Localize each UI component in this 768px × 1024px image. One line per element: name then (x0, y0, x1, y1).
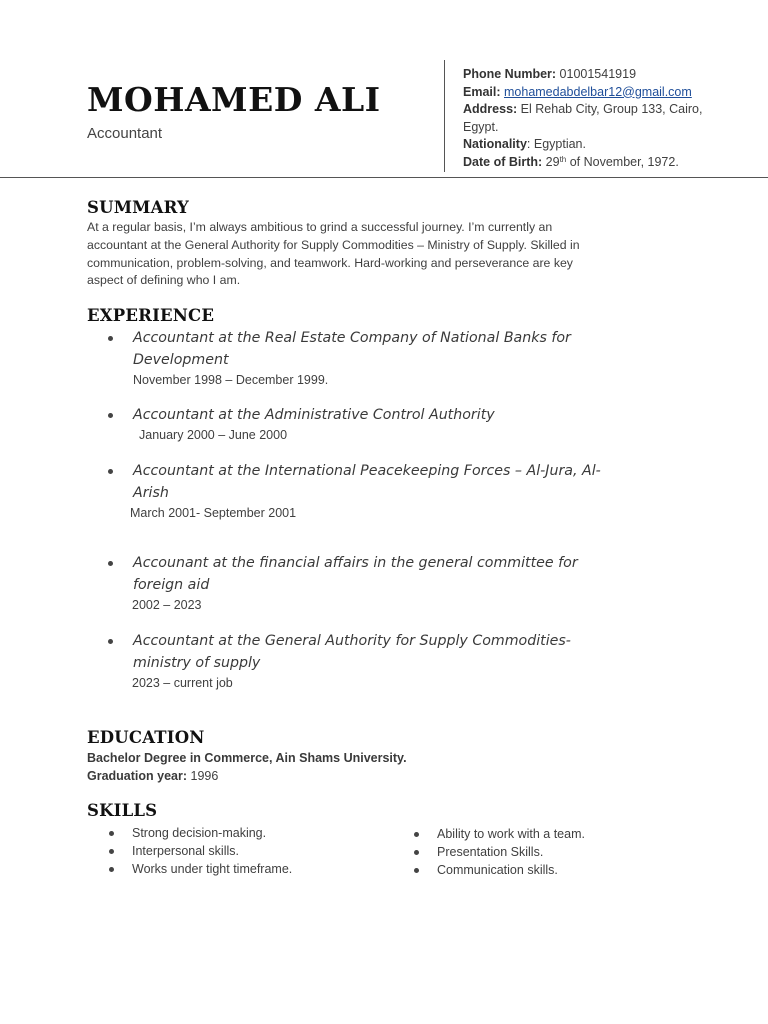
education-block (87, 750, 407, 785)
skill-text: Presentation Skills. (437, 845, 544, 859)
nationality-label: Nationality (463, 137, 527, 151)
skill-item (109, 860, 292, 878)
job-date: January 2000 – June 2000 (139, 428, 288, 442)
experience-item (108, 327, 608, 387)
graduation-year: 1996 (190, 768, 219, 783)
skills-list-left (109, 824, 292, 878)
contact-nationality (463, 136, 718, 154)
graduation-label: Graduation year: (87, 768, 188, 783)
job-title: Accountant at the International Peacekeeping Forces – Al-Jura, Al-Arish (133, 463, 601, 501)
bullet-icon (414, 832, 419, 837)
address-label: Address: (463, 102, 518, 116)
header-rule (0, 177, 768, 178)
dob-suffix: th (559, 154, 567, 164)
job-title: Accountant at the Administrative Control Authority (133, 407, 495, 423)
bullet-icon (108, 469, 113, 474)
address-value: El Rehab City, Group 133, Cairo, Egypt. (463, 102, 703, 134)
experience-item (108, 630, 608, 690)
bullet-icon (109, 831, 114, 836)
job-date: March 2001- September 2001 (130, 506, 297, 520)
phone-value: 01001541919 (559, 67, 637, 81)
bullet-icon (109, 867, 114, 872)
experience-item (108, 552, 608, 612)
bullet-icon (108, 413, 113, 418)
job-title: Accounant at the financial affairs in the general committee for foreign aid (133, 555, 578, 593)
email-link[interactable]: mohamedabdelbar12@gmail.com (504, 84, 692, 99)
skills-heading: SKILLS (87, 801, 158, 820)
skill-text: Ability to work with a team. (437, 827, 585, 841)
nationality-value: : Egyptian. (526, 137, 586, 151)
contact-address (463, 101, 718, 136)
skill-text: Interpersonal skills. (132, 844, 239, 858)
experience-heading: EXPERIENCE (87, 306, 215, 325)
job-title: Accountant at the General Authority for Supply Commodities- ministry of supply (133, 633, 571, 671)
dob-label: Date of Birth: (463, 154, 543, 169)
bullet-icon (414, 868, 419, 873)
skill-item (414, 843, 585, 861)
skill-text: Works under tight timeframe. (132, 862, 293, 876)
summary-heading: SUMMARY (87, 198, 190, 217)
candidate-name: MOHAMED ALI (87, 80, 381, 119)
education-degree: Bachelor Degree in Commerce, Ain Shams University. (87, 751, 407, 765)
skill-item (109, 842, 292, 860)
contact-block (463, 66, 718, 171)
summary-text: At a regular basis, I’m always ambitious to grind a successful journey. I’m currently an accountant at the General Authority for Supply Commodities – Ministry of Supply. Skilled in communication, problem-solving, and teamwork. Hard-working and perseverance are key aspect of defining who I am. (87, 220, 580, 288)
bullet-icon (109, 849, 114, 854)
bullet-icon (108, 561, 113, 566)
skill-item (109, 824, 292, 842)
phone-label: Phone Number: (463, 67, 557, 81)
contact-dob (463, 154, 718, 172)
bullet-icon (414, 850, 419, 855)
experience-item (108, 404, 608, 442)
experience-item (108, 460, 608, 520)
dob-rest: of November, 1972. (569, 154, 679, 169)
contact-email (463, 84, 718, 102)
bullet-icon (108, 639, 113, 644)
contact-phone (463, 66, 718, 84)
job-date: 2023 – current job (132, 676, 233, 690)
header-divider (444, 60, 445, 172)
job-date: November 1998 – December 1999. (133, 373, 329, 387)
candidate-role: Accountant (87, 125, 163, 142)
skill-text: Strong decision-making. (132, 826, 267, 840)
email-label: Email: (463, 84, 501, 99)
skills-list-right (414, 825, 585, 879)
dob-day: 29 (545, 154, 560, 169)
skill-item (414, 825, 585, 843)
bullet-icon (108, 336, 113, 341)
job-date: 2002 – 2023 (132, 598, 202, 612)
skill-text: Communication skills. (437, 863, 558, 877)
job-title: Accountant at the Real Estate Company of National Banks for Development (133, 330, 571, 368)
skill-item (414, 861, 585, 879)
education-heading: EDUCATION (87, 728, 205, 747)
